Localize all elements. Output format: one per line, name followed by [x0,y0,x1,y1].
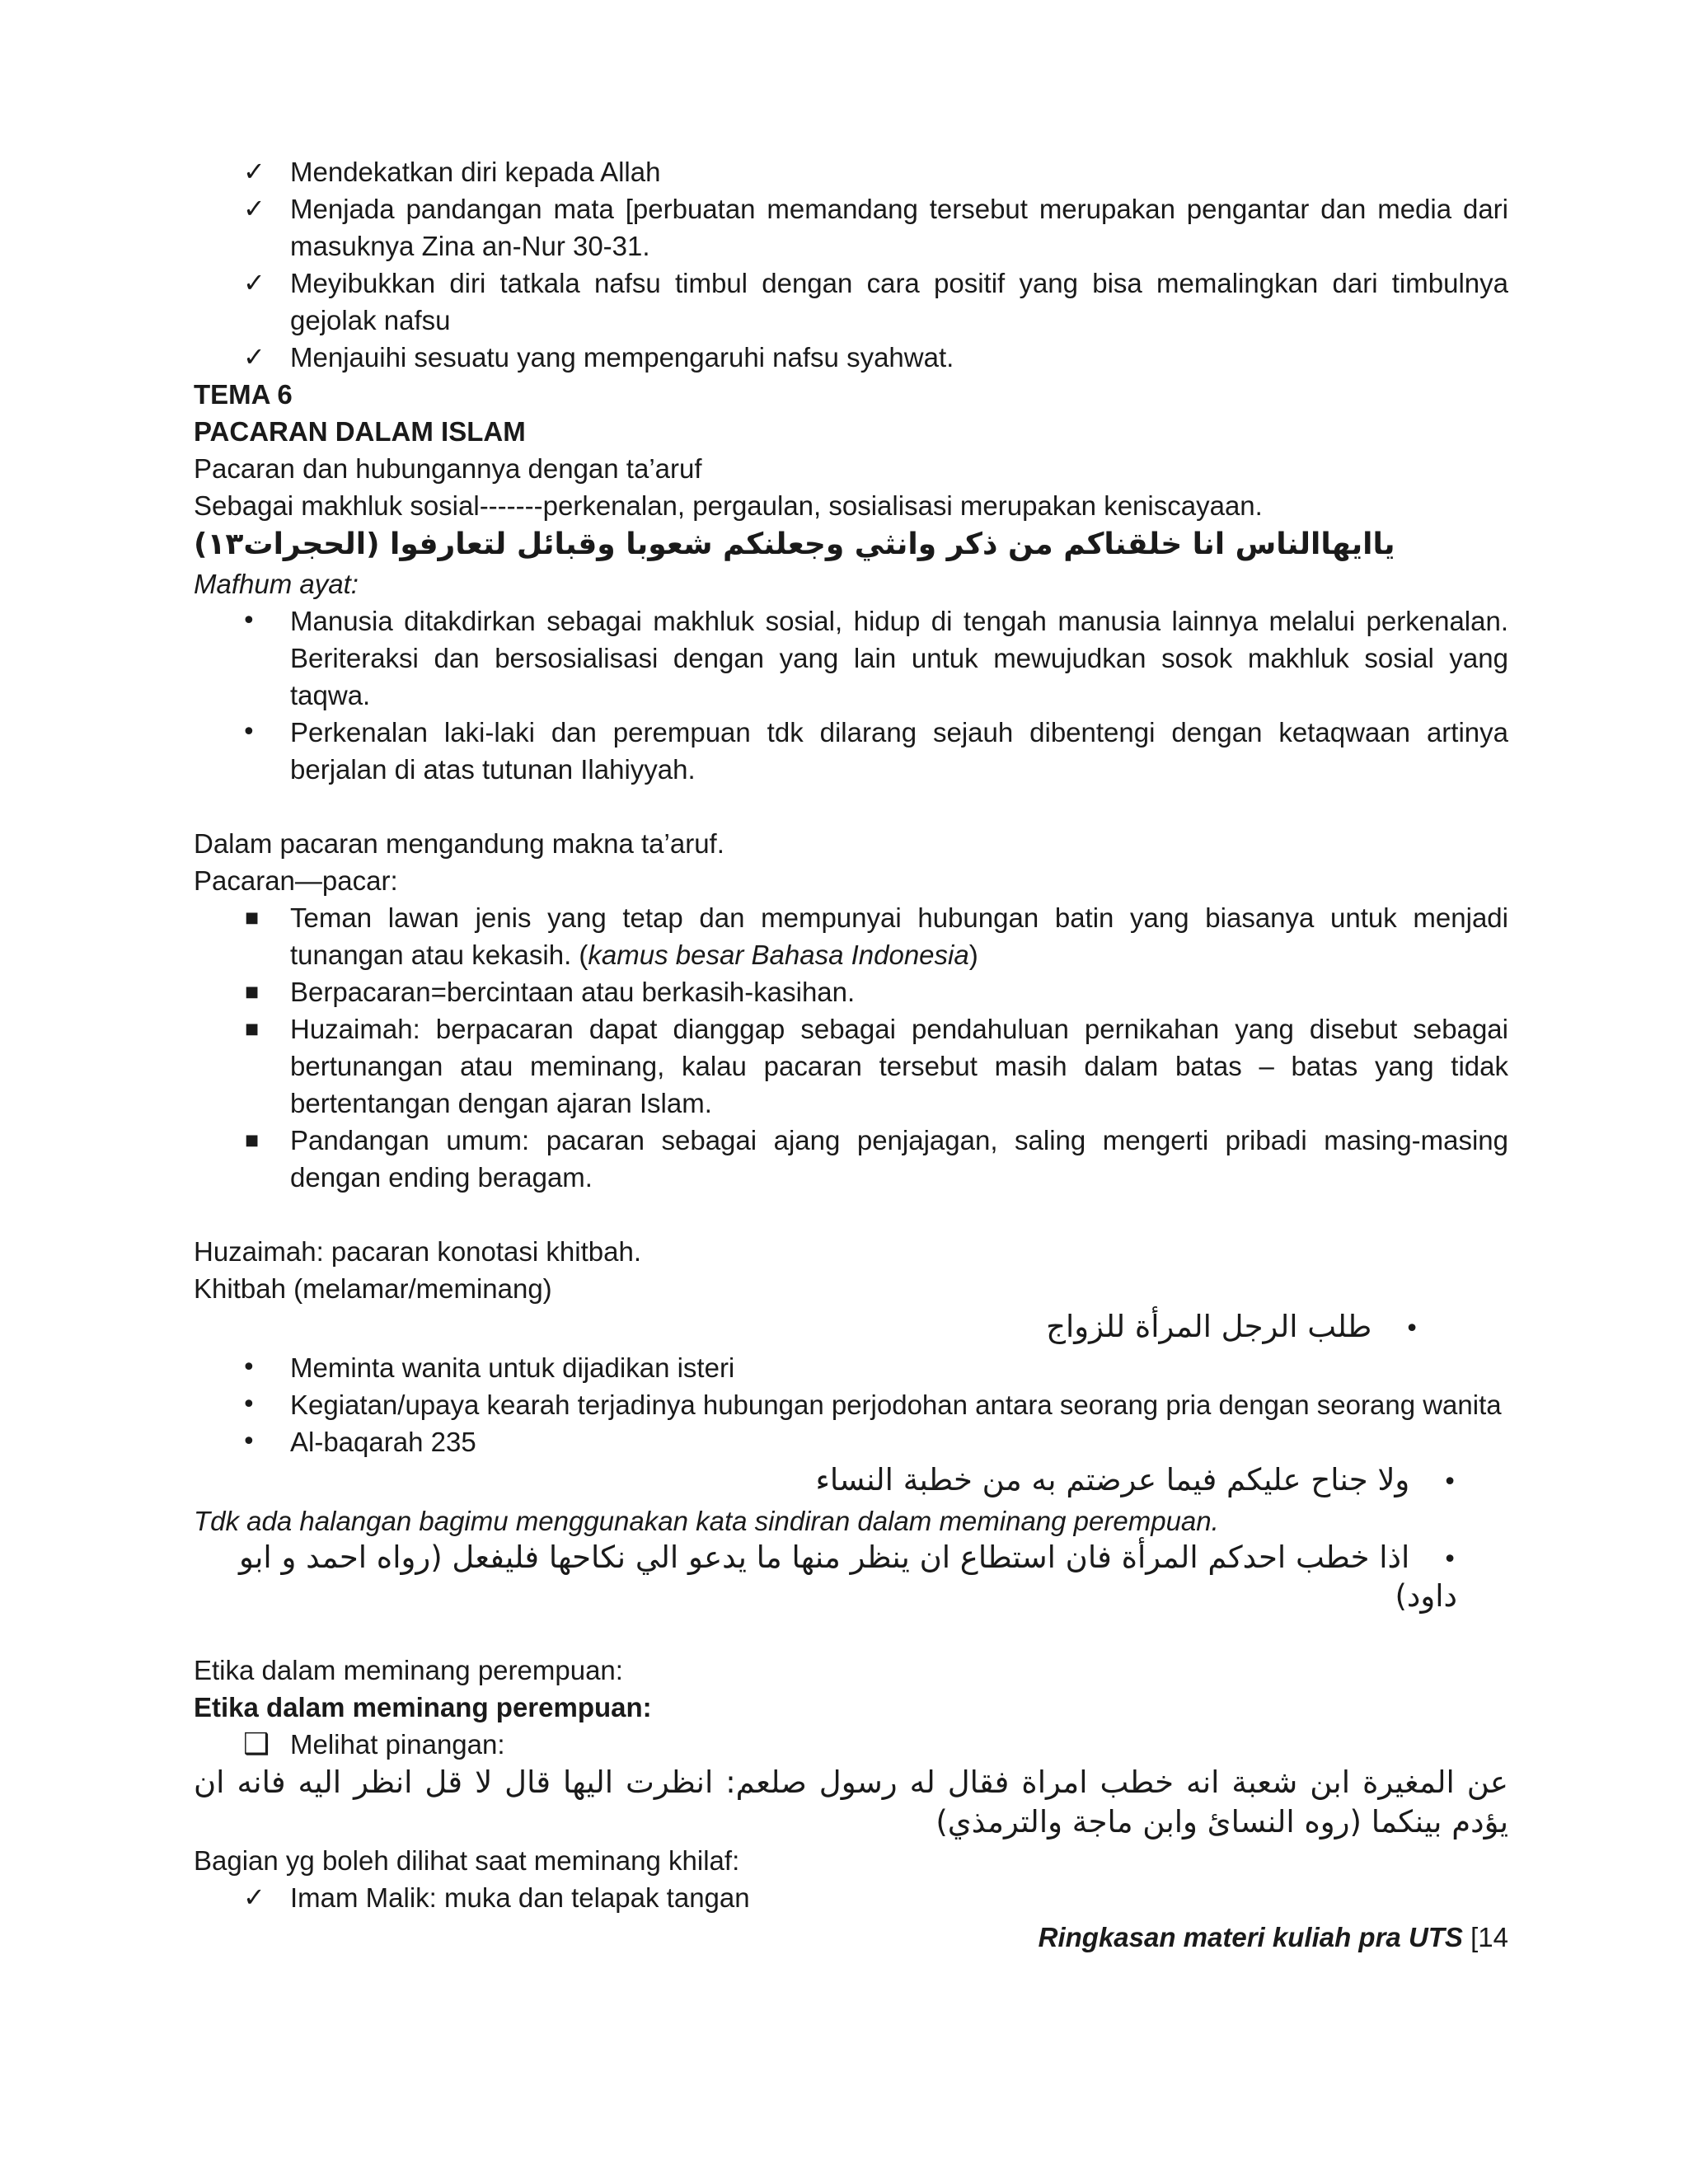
bullet-icon: • [241,607,256,635]
checkmark-icon: ✓ [243,193,265,224]
list-item-text: Perkenalan laki-laki dan perempuan tdk dilarang sejauh dibentengi dengan ketaqwaan artinya berjalan di atas tutunan Ilahiyyah. [290,717,1508,785]
paragraph: Pacaran dan hubungannya dengan ta’aruf [194,453,702,484]
list-item-text-close: ) [968,940,978,970]
square-bullet-icon: ■ [245,1132,260,1149]
paragraph: Bagian yg boleh dilihat saat meminang khilaf: [194,1845,740,1876]
list-item [194,1010,1508,1122]
list-item-text: Huzaimah: berpacaran dapat dianggap sebagai pendahuluan pernikahan yang disebut sebagai bertunangan atau meminang, kalau pacaran tersebut masih dalam batas – batas yang tidak bertentangan dengan ajaran Islam. [290,1014,1508,1118]
list-item-text: Meyibukkan diri tatkala nafsu timbul dengan cara positif yang bisa memalingkan dari timbulnya gejolak nafsu [290,268,1508,335]
arabic-text: اذا خطب احدكم المرأة فان استطاع ان ينظر منها ما يدعو الي نكاحها فليفعل (رواه احمد و ابو داود) [239,1540,1457,1614]
page-footer [194,1919,1508,1956]
list-item-text: Kegiatan/upaya kearah terjadinya hubungan perjodohan antara seorang pria dengan seorang wanita [290,1390,1502,1420]
list-item-text: Menjada pandangan mata [perbuatan memandang tersebut merupakan pengantar dan media dari masuknya Zina an-Nur 30-31. [290,194,1508,261]
list-item-text: Melihat pinangan: [290,1729,505,1760]
checkmark-icon: ✓ [243,156,265,187]
square-bullet-icon: ■ [245,983,260,1001]
paragraph: Huzaimah: pacaran konotasi khitbah. [194,1236,641,1267]
list-item-text: Meminta wanita untuk dijadikan isteri [290,1352,735,1383]
page-number: [14 [1470,1922,1508,1952]
list-item [194,973,1508,1010]
arabic-text: ولا جناح عليكم فيما عرضتم به من خطبة النساء [815,1462,1410,1497]
bullet-icon: • [241,718,256,747]
list-item-citation: kamus besar Bahasa Indonesia [588,940,969,970]
bullet-icon: • [1404,1315,1419,1343]
list-item [194,153,1508,190]
bullet-icon: • [241,1353,256,1382]
section-label: TEMA 6 [194,379,293,410]
list-item-text: Al-baqarah 235 [290,1427,476,1457]
list-item [194,339,1508,376]
bullet-icon: • [1442,1468,1457,1497]
list-item [194,602,1508,714]
list-item [194,714,1508,788]
mafhum-label: Mafhum ayat: [194,569,359,599]
arabic-list-item [194,1460,1508,1502]
paragraph: Sebagai makhluk sosial-------perkenalan, pergaulan, sosialisasi merupakan keniscayaan. [194,490,1263,521]
checkbox-icon: ❑ [243,1727,270,1761]
list-item [194,265,1508,339]
list-item-text: Menjauihi sesuatu yang mempengaruhi nafsu syahwat. [290,342,954,373]
checkmark-icon: ✓ [243,1882,265,1913]
checkmark-icon: ✓ [243,267,265,298]
paragraph: Etika dalam meminang perempuan: [194,1655,623,1685]
arabic-verse: ياايهاالناس انا خلقناكم من ذكر وانثي وجعلنكم شعوبا وقبائل لتعارفوا (الحجرات١٣) [194,527,1395,561]
arabic-hadith: عن المغيرة ابن شعبة انه خطب امراة فقال له رسول صلعم: انظرت اليها قال لا قل انظر اليه فانه ان يؤدم بينكما (روه النسائ وابن ماجة والترمذي) [194,1765,1508,1840]
bullet-icon: • [241,1390,256,1419]
list-item-text: Mendekatkan diri kepada Allah [290,157,661,187]
list-item [194,1386,1508,1423]
paragraph: Pacaran—pacar: [194,865,398,896]
checkmark-icon: ✓ [243,341,265,373]
list-item [194,1122,1508,1196]
list-item [194,899,1508,973]
footer-title: Ringkasan materi kuliah pra UTS [1038,1922,1463,1952]
list-item [194,1349,1508,1386]
subheading: Etika dalam meminang perempuan: [194,1692,652,1722]
bullet-icon: • [241,1427,256,1456]
bullet-icon: • [1442,1545,1457,1574]
list-item [194,1423,1508,1460]
square-bullet-icon: ■ [245,909,260,926]
list-item-text: Berpacaran=bercintaan atau berkasih-kasihan. [290,977,856,1007]
arabic-text: طلب الرجل المرأة للزواج [1046,1309,1372,1344]
section-heading: PACARAN DALAM ISLAM [194,416,526,447]
list-item [194,1879,1508,1916]
arabic-list-item [194,1307,1508,1349]
list-item-text: Manusia ditakdirkan sebagai makhluk sosial, hidup di tengah manusia lainnya melalui perkenalan. Beriteraksi dan bersosialisasi dengan yang lain untuk mewujudkan sosok makhluk sosial yang taqwa. [290,606,1508,710]
square-bullet-icon: ■ [245,1020,260,1038]
list-item-text: Pandangan umum: pacaran sebagai ajang penjajagan, saling mengerti pribadi masing-masing dengan ending beragam. [290,1125,1508,1193]
paragraph: Dalam pacaran mengandung makna ta’aruf. [194,828,724,859]
document-page [194,153,1508,1916]
arabic-list-item [194,1540,1508,1615]
paragraph: Tdk ada halangan bagimu menggunakan kata sindiran dalam meminang perempuan. [194,1506,1219,1536]
list-item [194,1726,1508,1763]
list-item [194,190,1508,265]
list-item-text: Imam Malik: muka dan telapak tangan [290,1882,750,1913]
list-item-text: Teman lawan jenis yang tetap dan mempunyai hubungan batin yang biasanya untuk menjadi tunangan atau kekasih. ( [290,902,1508,970]
paragraph: Khitbah (melamar/meminang) [194,1273,552,1304]
